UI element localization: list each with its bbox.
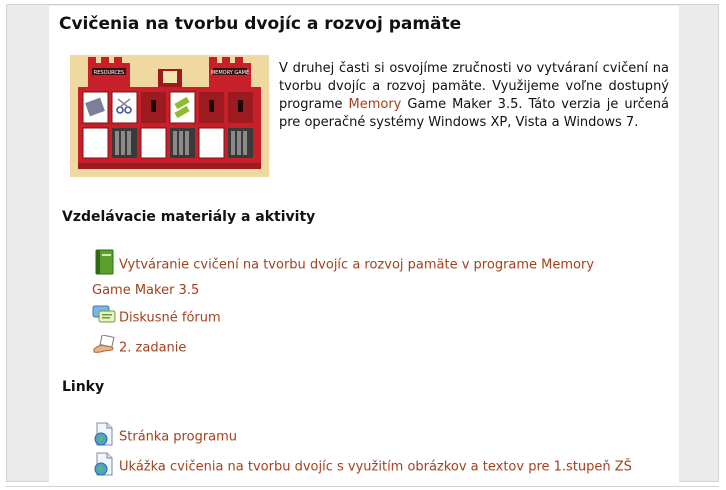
web-page-icon xyxy=(92,452,116,482)
castle-banner-right: MEMORY GAME xyxy=(210,70,250,76)
resource-label-book: Vytváranie cvičení na tvorbu dvojíc a rozvoj pamäte v programe Memory Game Maker 3.5 xyxy=(92,257,595,298)
links-heading: Linky xyxy=(62,379,105,395)
book-icon xyxy=(92,249,116,281)
castle-banner-left: RESOURCES xyxy=(93,70,125,76)
section-title: Cvičenia na tvorbu dvojíc a rozvoj pamäte xyxy=(59,14,462,34)
resource-label-assignment: 2. zadanie xyxy=(119,340,187,356)
link-item-example[interactable] xyxy=(92,452,632,482)
course-frame xyxy=(6,4,719,482)
resource-item-assignment[interactable] xyxy=(92,335,632,361)
link-label-program-page: Stránka programu xyxy=(119,429,238,445)
link-item-program-page[interactable] xyxy=(92,422,632,452)
memory-link[interactable]: Memory xyxy=(348,97,402,112)
intro-text-part2: Game Maker 3.5. Táto verzia je určená pre operačné systémy Windows XP, Vista a Windows 7. xyxy=(279,97,670,130)
resource-item-forum[interactable] xyxy=(92,305,632,331)
link-label-example: Ukážka cvičenia na tvorbu dvojíc s využitím obrázkov a textov pre 1.stupeň ZŠ xyxy=(119,459,632,475)
section-intro-text xyxy=(279,60,669,132)
materials-heading: Vzdelávacie materiály a aktivity xyxy=(62,209,316,225)
intro-text-part1: V druhej časti si osvojíme zručnosti vo vytváraní cvičení na tvorbu dvojíc a rozvoj pamäte. Využijeme voľne dostupný programe xyxy=(279,61,669,112)
memory-game-castle-image xyxy=(70,55,269,177)
resource-item-book[interactable] xyxy=(92,249,632,300)
bottom-divider xyxy=(6,486,719,487)
web-page-icon xyxy=(92,422,116,452)
course-section xyxy=(49,6,679,482)
assignment-hand-icon xyxy=(92,335,116,361)
resource-label-forum: Diskusné fórum xyxy=(119,310,221,326)
forum-icon xyxy=(92,305,116,331)
